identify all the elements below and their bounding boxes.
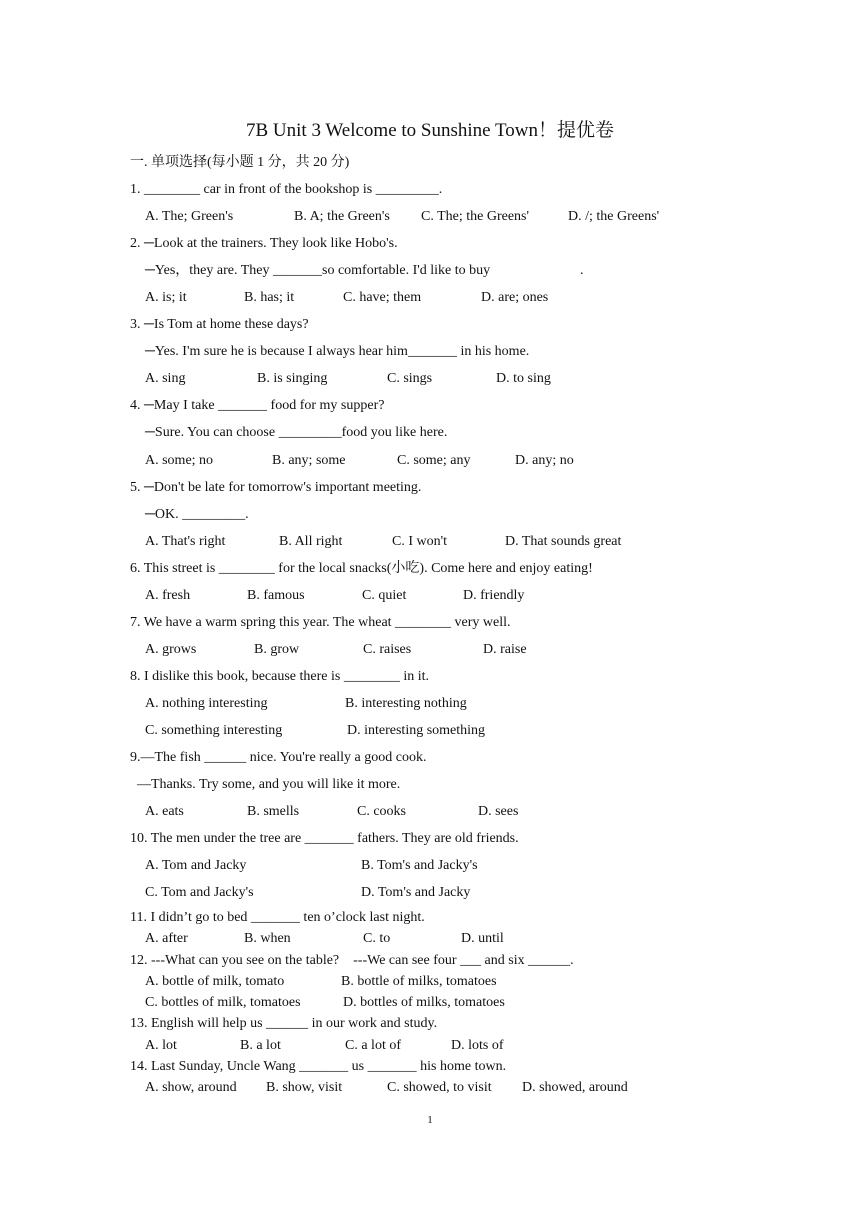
question-13-option-c: C. a lot of	[345, 1038, 401, 1053]
question-5-option-b: B. All right	[279, 534, 343, 549]
question-8-stem: 8. I dislike this book, because there is ________ in it.	[130, 669, 430, 684]
question-8-option-a: A. nothing interesting	[145, 696, 268, 711]
question-5-option-d: D. That sounds great	[505, 534, 622, 549]
question-10-option-a: A. Tom and Jacky	[145, 858, 247, 873]
question-5-stem-line2: ─OK. _________.	[145, 507, 249, 522]
question-9-option-a: A. eats	[145, 804, 184, 819]
question-6-stem: 6. This street is ________ for the local snacks(小吃). Come here and enjoy eating!	[130, 561, 593, 576]
question-7-option-c: C. raises	[363, 642, 412, 657]
page-title: 7B Unit 3 Welcome to Sunshine Town！提优卷	[246, 120, 614, 141]
question-7-stem: 7. We have a warm spring this year. The wheat ________ very well.	[130, 615, 511, 630]
question-7-option-b: B. grow	[254, 642, 300, 657]
question-2-stem: 2. ─Look at the trainers. They look like Hobo's.	[130, 236, 398, 251]
question-12-stem: 12. ---What can you see on the table? ---We can see four ___ and six ______.	[130, 953, 574, 968]
question-12-option-d: D. bottles of milks, tomatoes	[343, 995, 505, 1010]
question-2-option-a: A. is; it	[145, 290, 187, 305]
question-12-option-a: A. bottle of milk, tomato	[145, 974, 285, 989]
question-3-option-c: C. sings	[387, 371, 433, 386]
question-8-option-b: B. interesting nothing	[345, 696, 467, 711]
question-5-stem: 5. ─Don't be late for tomorrow's important meeting.	[130, 480, 422, 495]
question-1-stem: 1. ________ car in front of the bookshop is _________.	[130, 182, 443, 197]
question-10-stem: 10. The men under the tree are _______ fathers. They are old friends.	[130, 831, 519, 846]
question-6-option-d: D. friendly	[463, 588, 525, 603]
question-10-option-d: D. Tom's and Jacky	[361, 885, 471, 900]
question-7-option-d: D. raise	[483, 642, 527, 657]
question-11-option-b: B. when	[244, 931, 291, 946]
question-3-stem: 3. ─Is Tom at home these days?	[130, 317, 309, 332]
question-13-option-d: D. lots of	[451, 1038, 504, 1053]
question-11-stem: 11. I didn’t go to bed _______ ten o’clock last night.	[130, 910, 425, 925]
question-12-option-b: B. bottle of milks, tomatoes	[341, 974, 497, 989]
question-9-stem-line2: —Thanks. Try some, and you will like it more.	[137, 777, 401, 792]
question-4-stem-line2: ─Sure. You can choose _________food you like here.	[145, 425, 448, 440]
question-14-option-a: A. show, around	[145, 1080, 237, 1095]
page-number: 1	[427, 1114, 433, 1126]
question-9-option-c: C. cooks	[357, 804, 406, 819]
question-9-stem: 9.—The fish ______ nice. You're really a good cook.	[130, 750, 427, 765]
question-3-option-b: B. is singing	[257, 371, 328, 386]
question-4-option-d: D. any; no	[515, 453, 574, 468]
question-4-stem: 4. ─May I take _______ food for my supper?	[130, 398, 385, 413]
question-1-option-b: B. A; the Green's	[294, 209, 390, 224]
question-2-option-d: D. are; ones	[481, 290, 549, 305]
question-2-stem-end: .	[580, 263, 584, 278]
question-9-option-d: D. sees	[478, 804, 519, 819]
question-13-option-b: B. a lot	[240, 1038, 281, 1053]
question-3-option-d: D. to sing	[496, 371, 551, 386]
question-14-option-d: D. showed, around	[522, 1080, 628, 1095]
question-2-stem-line2: ─Yes，they are. They _______so comfortable. I'd like to buy	[145, 263, 491, 278]
question-6-option-a: A. fresh	[145, 588, 191, 603]
question-5-option-a: A. That's right	[145, 534, 226, 549]
question-14-stem: 14. Last Sunday, Uncle Wang _______ us _______ his home town.	[130, 1059, 507, 1074]
section-heading: 一. 单项选择(每小题 1 分，共 20 分)	[130, 155, 350, 170]
question-11-option-a: A. after	[145, 931, 188, 946]
question-9-option-b: B. smells	[247, 804, 300, 819]
question-2-option-b: B. has; it	[244, 290, 295, 305]
question-4-option-b: B. any; some	[272, 453, 346, 468]
question-13-stem: 13. English will help us ______ in our work and study.	[130, 1016, 438, 1031]
question-6-option-b: B. famous	[247, 588, 305, 603]
question-5-option-c: C. I won't	[392, 534, 448, 549]
question-3-stem-line2: ─Yes. I'm sure he is because I always hear him_______ in his home.	[145, 344, 530, 359]
question-1-option-a: A. The; Green's	[145, 209, 234, 224]
question-7-option-a: A. grows	[145, 642, 197, 657]
question-11-option-c: C. to	[363, 931, 391, 946]
question-8-option-d: D. interesting something	[347, 723, 486, 738]
question-13-option-a: A. lot	[145, 1038, 177, 1053]
question-10-option-b: B. Tom's and Jacky's	[361, 858, 478, 873]
question-2-option-c: C. have; them	[343, 290, 422, 305]
question-12-option-c: C. bottles of milk, tomatoes	[145, 995, 301, 1010]
question-1-option-d: D. /; the Greens'	[568, 209, 660, 224]
question-14-option-c: C. showed, to visit	[387, 1080, 492, 1095]
question-1-option-c: C. The; the Greens'	[421, 209, 530, 224]
question-4-option-c: C. some; any	[397, 453, 471, 468]
question-3-option-a: A. sing	[145, 371, 186, 386]
question-4-option-a: A. some; no	[145, 453, 214, 468]
question-6-option-c: C. quiet	[362, 588, 407, 603]
question-10-option-c: C. Tom and Jacky's	[145, 885, 254, 900]
question-8-option-c: C. something interesting	[145, 723, 283, 738]
question-11-option-d: D. until	[461, 931, 504, 946]
question-14-option-b: B. show, visit	[266, 1080, 343, 1095]
